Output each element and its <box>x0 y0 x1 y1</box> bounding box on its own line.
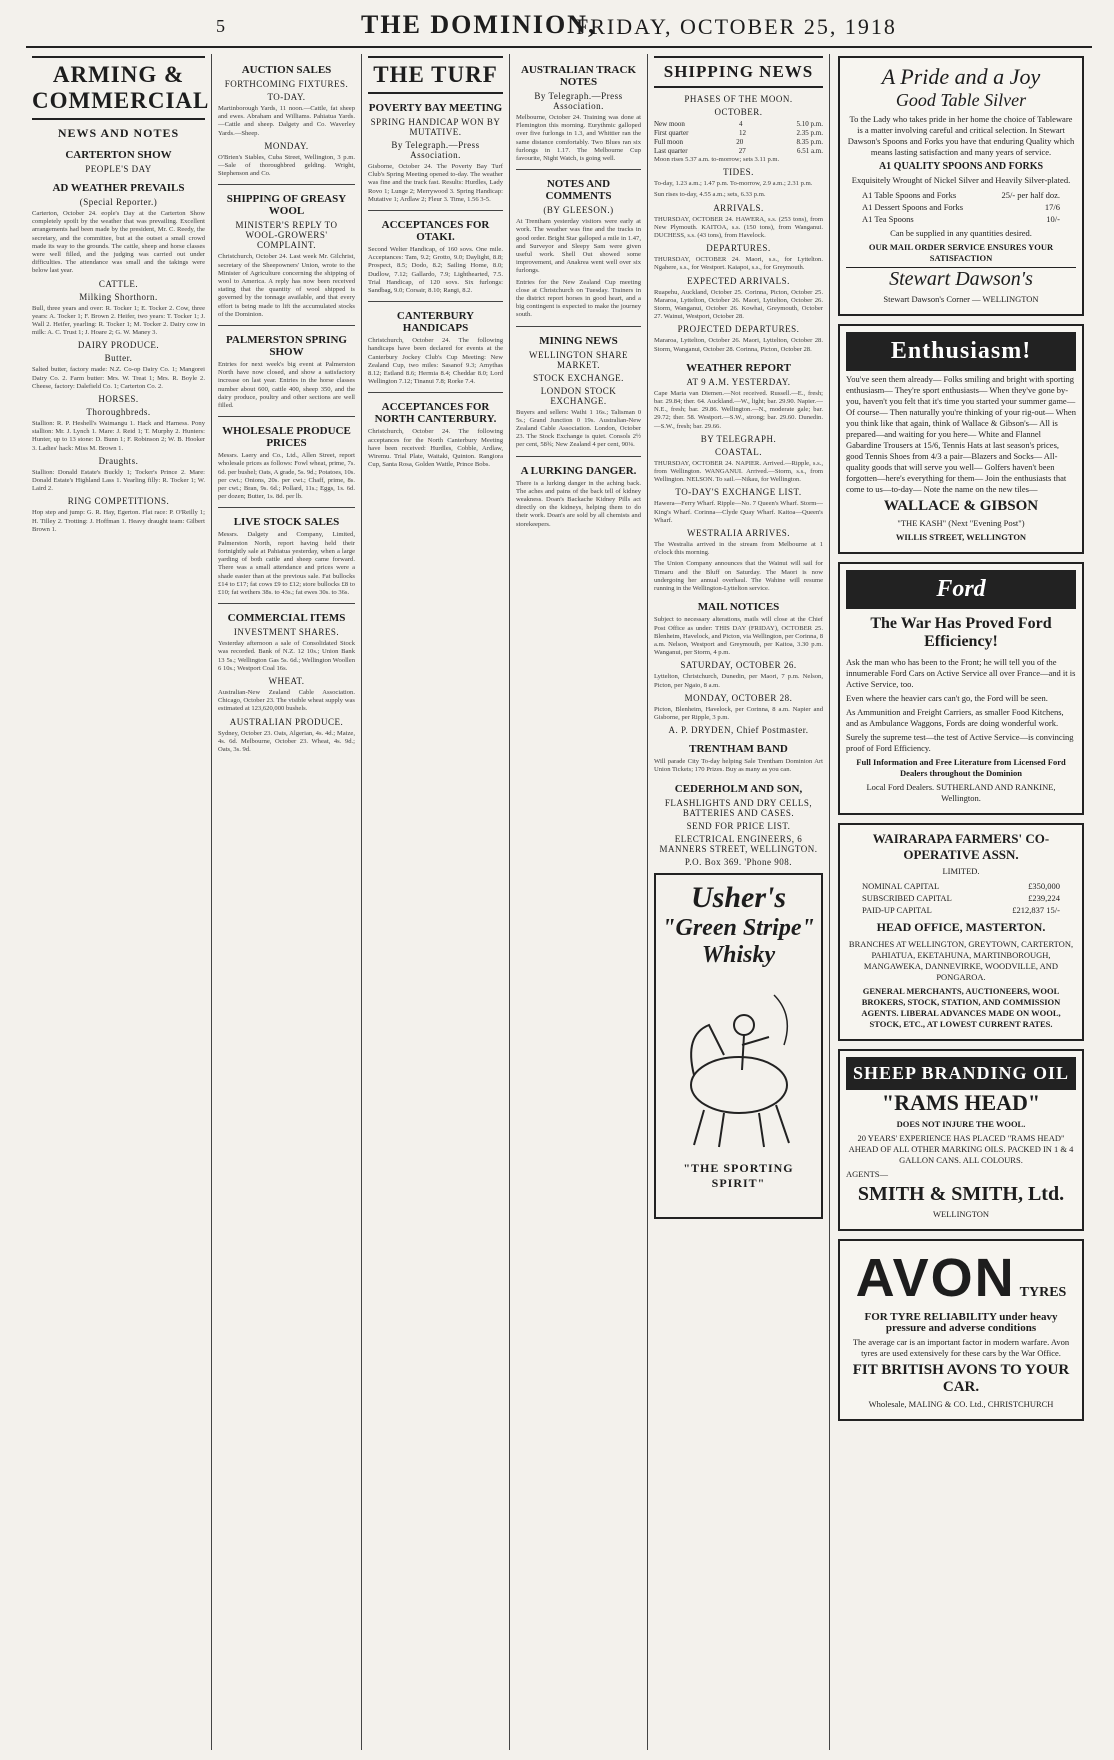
article-text: Lyttelton, Christchurch, Dunedin, per Maori, 7 p.m. Nelson, Picton, per Ngaio, 8 a.m. <box>654 673 823 689</box>
article-text: Moon rises 5.37 a.m. to-morrow; sets 3.11 p.m. <box>654 156 780 163</box>
smith-address: WELLINGTON <box>932 1209 990 1219</box>
article-heading: AUCTION SALES <box>241 64 332 76</box>
wg-subname: "THE KASH" (Next "Evening Post") <box>897 518 1025 528</box>
price-row: A1 Table Spoons and Forks 25/- per half doz. <box>862 190 1060 200</box>
section-heading: ARMING & COMMERCIAL <box>32 56 205 120</box>
divider <box>218 603 355 604</box>
article-subheading: STOCK EXCHANGE. <box>533 372 624 383</box>
article-text: Entries for next week's big event at Palmerston North have now closed, and show a satisfactory increase on last year. Entries in the horse classes number about 600, cattle 400, sheep 350, and the dairy produce, poultry and other sections are well filled. <box>218 361 355 410</box>
article-text: Messrs. Dalgety and Company, Limited, Palmerston North, report having held their fortnightly sale at Pahiatua yesterday, when a large yarding of both cattle and sheep came forward. There was a small attendance and prices were a shade easier than at the previous sale. Fat bullocks £14 to £17; fat cows £9 to £12; store bullocks £8 to £10; fat wethers 38s. to 43s.; fat ewes 30s. to 36s. <box>218 531 355 596</box>
article-text: Buyers and sellers: Waihi 1 16s.; Talisman 0 5s.; Grand Junction 0 19s. Australian-New Zealand Cable Association. London, October 23. The Stock Exchange is quiet. Consols 2½ per cent, 58¾; New Zealand 4 per cent, 90⅛. <box>516 408 641 449</box>
price-row: A1 Dessert Spoons and Forks 17/6 <box>862 202 1060 212</box>
article-subheading: PHASES OF THE MOON. <box>684 94 793 104</box>
article-subheading: WELLINGTON SHARE MARKET. <box>528 349 629 370</box>
article-heading: MINING NEWS <box>539 334 618 347</box>
article-text: Christchurch, October 24. The following handicaps have been declared for events at the Canterbury Jockey Club's Cup Meeting: New Zealand Cup, two miles: Sasanof 9.3; Amythas 8.12; Estland 8.6; Hermia 8.4; Cheddar 8.0; Lord Wellington 7.12; Tinanui 7.8; Rorke 7.4. <box>368 337 503 386</box>
mail-notices <box>654 560 823 866</box>
article-heading: LIVE STOCK SALES <box>233 516 340 529</box>
ford-point: Surely the supreme test—the test of Active Service—is convincing proof of Ford Efficiency. <box>846 732 1074 753</box>
article-subheading: ARRIVALS. <box>713 202 764 213</box>
dawson-quality: A1 QUALITY SPOONS AND FORKS <box>878 161 1044 172</box>
article-heading: POVERTY BAY MEETING <box>368 102 503 114</box>
article-heading: NOTES AND COMMENTS <box>545 178 612 203</box>
masthead <box>26 8 1092 48</box>
rams-head-agents: AGENTS— <box>846 1169 889 1179</box>
divider <box>368 210 503 211</box>
article-heading: PALMERSTON SPRING SHOW <box>226 334 347 359</box>
article-text: Carterton, October 24. eople's Day at the Carterton Show completely spoilt by the weather that was prevailing. Excellent arrangements had been made by the president, Mr. C. Reedy, the secretary, and the committee, but at the outset a small crowd made its way to the grounds. The cattle, sheep and horse classes were well filled, and the judging was carried out under difficulties. The attendance was small and the takings were below last year. <box>32 210 205 275</box>
section-heading: SHIPPING NEWS <box>654 56 823 88</box>
price-list-note: SEND FOR PRICE LIST. <box>686 820 791 831</box>
wg-text: You've seen them already— Folks smiling and bright with sporting enthusiasm— They're sport enthusiasts— When they've gone by-you, haven't you felt that it's time you started your summer game— Of course— Then naturally you're thinking of your rig-out— When you think like that again, think of Wallace & Gibson's— All is prepared—and waiting for you here— White and Flannel Gabardine Trousers at 15/6, Tennis Hats at last season's prices, good Tennis Shoes from 4/3 a pair—Blazers and Socks— All-quality goods that will serve you well— Golfers haven't been forgotten—here's everything for them— Join the enthusiasts that come to us—to-day— Note the name on the new tiles— <box>846 374 1076 494</box>
usher-product: "Green Stripe" <box>662 914 815 941</box>
dawson-brand: Stewart Dawson's <box>846 267 1076 291</box>
divider <box>516 326 641 327</box>
article-text: Sun rises to-day, 4.55 a.m.; sets, 6.33 p.m. <box>654 191 766 199</box>
ford-point: As Ammunition and Freight Carriers, as smaller Food Kitchens, and as Ambulance Waggons, Fords are doing wonderful work. <box>846 707 1064 728</box>
wg-name: WALLACE & GIBSON <box>883 498 1039 514</box>
dawson-text: To the Lady who takes pride in her home the choice of Tableware is a matter involving careful and critical selection. In Stewart Dawson's Spoons and Forks you have that enduring Quality which means lasting satisfaction and many years of service. <box>847 114 1075 157</box>
article-text: Mararoa, Lyttelton, October 26. Maori, Lyttelton, October 28. Storm, Wanganui, October 28. Corinna, Picton, October 28. <box>654 337 823 353</box>
article-subheading: INVESTMENT SHARES. <box>233 627 340 638</box>
moon-row: New moon 4 5.10 p.m. <box>654 120 823 128</box>
article-heading: WHOLESALE PRODUCE PRICES <box>222 425 351 450</box>
usher-kind: Whisky <box>701 941 776 968</box>
usher-slogan: "THE SPORTING SPIRIT" <box>683 1160 794 1190</box>
advertisement-column <box>830 54 1092 1750</box>
class-subheading: Milking Shorthorn. <box>79 291 158 302</box>
ford-logo-banner <box>846 570 1076 609</box>
article-text: Sydney, October 23. Oats, Algerian, 4s. 4d.; Maize, 4s. 6d. Melbourne, October 23. Wheat, 4s. 9d.; Oats, 3s. 9d. <box>218 729 355 753</box>
article-subheading: DEPARTURES. <box>706 243 771 254</box>
auction-column <box>212 54 362 1750</box>
article-text: Yesterday afternoon a sale of Consolidated Stock was recorded. Bank of N.Z. 12 10s.; Union Bank 13 5s.; Wellington Gas 5s. 6d.; Wellington Woollen 6 10s.; Westport Coal 16s. <box>218 640 355 672</box>
article-subheading: EXPECTED ARRIVALS. <box>687 275 790 286</box>
article-text: To-day, 1.23 a.m.; 1.47 p.m. To-morrow, 2.9 a.m.; 2.31 p.m. <box>654 180 813 188</box>
avon-tyres-label: TYRES <box>1019 1285 1067 1300</box>
article-text: At Trentham yesterday visitors were early at work. The weather was fine and the tracks in good order. Bright Star galloped a mile in 1.47, and Surveyor and Sleepy Sam were given useful work. Shell Out showed some improvement, and Anakrea went well over six furlongs. <box>516 218 641 275</box>
byline: (BY GLEESON.) <box>543 205 614 216</box>
article-text: Stallion: R. P. Heshell's Waimangu 1. Hack and Harness. Pony stallion: Mr. J. Lynch 1. Mare: J. Reid 1; T. Murphy 2. Hunters: Hunter, up to 13 stone: D. Bunn 1; F. Robinson 2; W. B. Hooker 3. Ladies' hack: Miss M. Brown 1. <box>32 420 205 452</box>
article-heading: SHIPPING OF GREASY WOOL <box>226 193 347 218</box>
wfca-limited: LIMITED. <box>942 866 980 876</box>
article-subheading: BY TELEGRAPH. <box>700 433 777 444</box>
dawson-service: OUR MAIL ORDER SERVICE ENSURES YOUR SATISFACTION <box>868 242 1054 263</box>
avon-wholesale: Wholesale, MALING & CO. Ltd., CHRISTCHURCH <box>868 1399 1054 1409</box>
article-text: Hop step and jump: G. R. Hay, Egerton. Flat race: P. O'Reilly 1; H. Tilley 2. Trotting: J. Hoffman 1. Heavy draught team: Gilbert Brown 1. <box>32 509 205 533</box>
price-row: A1 Tea Spoons 10/- <box>862 214 1060 224</box>
wfca-branches: BRANCHES AT WELLINGTON, GREYTOWN, CARTERTON, PAHIATUA, EKETAHUNA, MARTINBOROUGH, MANGAWEKA, DANNEVIRKE, WOODVILLE, AND PONGAROA. <box>848 939 1074 982</box>
divider <box>516 169 641 170</box>
article-heading: TRENTHAM BAND <box>689 743 788 756</box>
rams-head-claim: DOES NOT INJURE THE WOOL. <box>896 1119 1026 1129</box>
article-text: THURSDAY, OCTOBER 24. Maori, s.s., for Lyttelton. Ngahere, s.s., for Westport. Kaiapoi, s.s., for Greymouth. <box>654 256 823 272</box>
ford-point: Ask the man who has been to the Front; he will tell you of the innumerable Ford Cars on Active Service all over France—and it is Active Service, too. <box>846 657 1076 689</box>
day-heading: MONDAY, OCTOBER 28. <box>684 692 793 703</box>
class-heading: CATTLE. <box>98 278 139 289</box>
dawson-note: Can be supplied in any quantities desired. <box>890 228 1032 238</box>
horse-rider-illustration <box>664 975 814 1155</box>
avon-logo: AVON <box>855 1248 1016 1308</box>
class-heading: HORSES. <box>98 394 139 405</box>
article-text: Christchurch, October 24. Last week Mr. Gilchrist, secretary of the Sheepowners' Union, wrote to the Minister of Agriculture concerning the shipping of wool to America. A reply has now been received stating that the quantity of wool shipped is governed by the tonnage available, and that every effort is being made to lift the accumulated stocks of the Dominion. <box>218 253 355 318</box>
shipping-column <box>648 54 830 1750</box>
moon-table <box>654 120 823 156</box>
capital-row: SUBSCRIBED CAPITAL £239,224 <box>862 893 1060 903</box>
avon-fit: FIT BRITISH AVONS TO YOUR CAR. <box>852 1362 1070 1395</box>
subheading: NEWS AND NOTES <box>57 126 180 140</box>
usher-whisky-ad <box>654 873 823 1219</box>
divider <box>368 301 503 302</box>
avon-tyres-ad <box>838 1239 1084 1421</box>
article-text: O'Brien's Stables, Cuba Street, Wellington, 3 p.m.—Sale of thoroughbred gelding. Wright, Stephenson and Co. <box>218 153 355 178</box>
advertiser-name: CEDERHOLM AND SON, <box>674 782 803 795</box>
sheep-oil-banner: SHEEP BRANDING OIL <box>846 1057 1076 1090</box>
article-text: There is a lurking danger in the aching back. The aches and pains of the back tell of kidney weakness. Doan's Backache Kidney Pills act directly on the kidneys, helping them to do their work. Doan's are sold by all chemists and storekeepers. <box>516 479 641 528</box>
avon-text: The average car is an important factor in modern warfare. Avon tyres are used extensively for these cars by the War Office. <box>852 1337 1070 1358</box>
article-text: Ruapehu, Auckland, October 25. Corinna, Picton, October 25. Mararoa, Lyttelton, October 26. Maori, Lyttelton, October 26. Storm, Wanganui, October 26. Kowhai, Greymouth, October 27. Wainui, Westport, October 28. <box>654 288 823 321</box>
wg-address: WILLIS STREET, WELLINGTON <box>895 532 1027 542</box>
moon-row: Full moon 20 8.35 p.m. <box>654 138 823 146</box>
ford-literature: Full Information and Free Literature from Licensed Ford Dealers throughout the Dominion <box>856 757 1066 778</box>
issue-date: FRIDAY, OCTOBER 25, 1918 <box>576 14 897 39</box>
article-text: Second Welter Handicap, of 160 sovs. One mile. Acceptances: Tam, 9.2; Grotto, 9.0; Daylight, 8.8; Prospect, 8.5; Dodo, 8.2; Sailing Home, 8.0; Dudlow, 7.12; Gallardo, 7.9; Lighthearted, 7.5. Trial Handicap, of 120 sovs. Six furlongs: Sandbag, 9.0; Corsair, 8.10; Rangi, 8.2. <box>368 246 503 295</box>
article-subheading: AT 9 A.M. YESTERDAY. <box>686 376 791 387</box>
divider <box>516 456 641 457</box>
ford-dealers: Local Ford Dealers. SUTHERLAND AND RANKINE, Wellington. <box>866 782 1056 803</box>
dawson-address: Stewart Dawson's Corner — WELLINGTON <box>883 294 1039 304</box>
byline: (Special Reporter.) <box>79 197 158 207</box>
dawson-headline: A Pride and a Joy <box>881 64 1041 89</box>
postmaster-signature: A. P. DRYDEN, Chief Postmaster. <box>668 725 809 736</box>
moon-row: First quarter 12 2.35 p.m. <box>654 129 823 137</box>
class-heading: RING COMPETITIONS. <box>67 496 170 507</box>
usher-brand: Usher's <box>690 880 787 914</box>
divider <box>218 507 355 508</box>
article-subheading: MINISTER'S REPLY TO WOOL-GROWERS' COMPLAINT. <box>235 220 338 251</box>
article-subheading: TIDES. <box>723 167 754 178</box>
article-subheading: PROJECTED DEPARTURES. <box>677 324 800 335</box>
article-heading: MAIL NOTICES <box>697 601 780 614</box>
smith-name: SMITH & SMITH, Ltd. <box>857 1183 1065 1205</box>
article-subheading: WESTRALIA ARRIVES. <box>686 528 790 539</box>
divider <box>218 416 355 417</box>
rams-head-name: "RAMS HEAD" <box>881 1090 1041 1115</box>
article-text: Subject to necessary alterations, mails will close at the Chief Post Office as under: THIS DAY (FRIDAY), OCTOBER 25. Blenheim, Havelock, and Picton, via Wellington, per Corinna, 8 a.m. Nelson, Westport and Greymouth, per Kaitoa, 3.30 p.m. Wanganui, per Storm, 4 p.m. <box>654 616 823 657</box>
article-text: Messrs. Laery and Co., Ltd., Allen Street, report wholesale prices as follows: Fowl wheat, prime, 7s. 6d. per bushel; Oats, A grade, 5s. 9d.; Potatoes, 10s. per cwt.; Onions, 20s. per cwt.; Chaff, prime, 8s. per cwt.; Bran, 9s. 6d.; Pollard, 11s.; Eggs, 1s. 6d. per dozen; Butter, 1s. 8d. per lb. <box>218 452 355 501</box>
article-heading: ACCEPTANCES FOR NORTH CANTERBURY. <box>374 401 497 426</box>
class-subheading: Thoroughbreds. <box>86 407 151 418</box>
newspaper-title: THE DOMINION, <box>361 10 597 39</box>
wfca-head-office: HEAD OFFICE, MASTERTON. <box>876 920 1046 934</box>
article-heading: AD WEATHER PREVAILS <box>52 182 185 194</box>
byline: By Telegraph.—Press Association. <box>391 140 480 160</box>
class-heading: DAIRY PRODUCE. <box>77 340 160 351</box>
ford-ad <box>838 562 1084 815</box>
day-heading: SATURDAY, OCTOBER 26. <box>680 660 797 671</box>
article-heading: WEATHER REPORT <box>686 361 791 374</box>
article-text: Melbourne, October 24. Training was done at Flemington this morning. Eurythmic galloped over five furlongs in 1.3, and Whittier ran the same distance comfortably. Two Blues ran six furlongs in 1.17. The Melbourne Cup favourite, Night Watch, is going well. <box>516 114 641 163</box>
wairarapa-farmers-ad <box>838 823 1084 1041</box>
enthusiasm-banner: Enthusiasm! <box>846 332 1076 371</box>
article-heading: CANTERBURY HANDICAPS <box>396 310 475 335</box>
product-list: FLASHLIGHTS AND DRY CELLS, BATTERIES AND CASES. <box>664 797 813 818</box>
divider <box>368 392 503 393</box>
article-subheading: PEOPLE'S DAY <box>85 164 152 174</box>
article-text: The Union Company announces that the Wainui will sail for Timaru and the Bluff on Saturday. The Maori is now undergoing her annual overhaul. The Wahine will resume running in the Wellington-Lyttelton service. <box>654 560 823 593</box>
article-subheading: LONDON STOCK EXCHANGE. <box>540 385 617 406</box>
farming-column <box>26 54 212 1750</box>
article-text: Australian-New Zealand Cable Association. Chicago, October 23. The visible wheat supply was estimated at 123,620,000 bushels. <box>218 688 355 713</box>
article-heading: COMMERCIAL ITEMS <box>227 612 346 625</box>
article-text: Entries for the New Zealand Cup meeting close at Christchurch on Tuesday. Trainers in the district report horses in good heart, and a big contingent is expected to make the journey south. <box>516 278 641 319</box>
class-subheading: Butter. <box>104 353 133 364</box>
article-subheading: SPRING HANDICAP WON BY MUTATIVE. <box>370 117 501 137</box>
turf-column <box>362 54 510 1750</box>
article-heading: AUSTRALIAN TRACK NOTES <box>520 64 636 88</box>
class-subheading: Draughts. <box>98 455 139 466</box>
day-heading: TO-DAY. <box>267 92 306 102</box>
divider <box>218 184 355 185</box>
article-subheading: COASTAL. <box>714 446 763 457</box>
article-text: Bull, three years and over: R. Tocker 1; E. Tocker 2. Cow, three years: A. Tocker 1; F. Brown 2. Heifer, two years: T. Tocker 1; J. Wall 2. Heifer, yearling: R. Tocker 1; M. Tocker 2. Dairy cow in milk: A. C. Trust 1; J. Hoare 2; G. W. Maney 3. <box>32 304 205 337</box>
capital-row: PAID-UP CAPITAL £212,837 15/- <box>862 905 1060 915</box>
article-heading: ACCEPTANCES FOR OTAKI. <box>381 219 490 244</box>
month-label: OCTOBER. <box>714 107 763 117</box>
byline: By Telegraph.—Press Association. <box>534 91 623 111</box>
article-text: Salted butter, factory made: N.Z. Co-op Dairy Co. 1; Mangorei Dairy Co. 2. Farm butter: Mrs. W. Treat 1; Mrs. R. Boyle 2. Cheese, factory: Dalefield Co. 1; Carterton Co. 2. <box>32 366 205 390</box>
ford-point: Even where the heavier cars can't go, the Ford will be seen. <box>846 693 1048 703</box>
advertiser-address: ELECTRICAL ENGINEERS, 6 MANNERS STREET, WELLINGTON. <box>659 833 818 854</box>
page-number: 5 <box>216 16 225 36</box>
dawson-subheadline: Good Table Silver <box>895 90 1027 110</box>
article-text: Martinborough Yards, 11 noon.—Cattle, fat sheep and ewes. Abraham and Williams. Pahiatua Yards.—Cattle and sheep. Dalgety and Co. Waverley Yards.—Sheep. <box>218 105 355 137</box>
article-text: THURSDAY, OCTOBER 24. NAPIER. Arrived.—Ripple, s.s., from Wellington. WANGANUI. Arrived.—Storm, s.s., from Wellington. NELSON. To sail.—Nikau, for Wellington. <box>654 459 823 484</box>
wfca-merchants: GENERAL MERCHANTS, AUCTIONEERS, WOOL BROKERS, STOCK, STATION, AND COMMISSION AGENTS. LIBERAL ADVANCES MADE ON WOOL, STOCK, ETC., AT LOWEST CURRENT RATES. <box>861 986 1061 1029</box>
section-heading: THE TURF <box>368 56 503 94</box>
article-text: Hawera—Ferry Wharf. Ripple—No. 7 Queen's Wharf. Storm—King's Wharf. Corinna—Clyde Quay Wharf. Kaitoa—Queen's Wharf. <box>654 500 823 524</box>
wfca-name: WAIRARAPA FARMERS' CO-OPERATIVE ASSN. <box>872 831 1050 862</box>
article-heading: CARTERTON SHOW <box>65 149 172 161</box>
day-heading: MONDAY. <box>264 140 309 151</box>
avon-tagline: FOR TYRE RELIABILITY under heavy pressure and adverse conditions <box>864 1311 1058 1334</box>
article-text: THURSDAY, OCTOBER 24. HAWERA, s.s. (253 tons), from New Plymouth. KAITOA, s.s. (150 tons), from Wanganui. DUCHESS, s.s. (43 tons), from Havelock. <box>654 215 823 240</box>
ford-headline: The War Has Proved Ford Efficiency! <box>870 615 1052 650</box>
wallace-gibson-ad <box>838 324 1084 554</box>
article-text: The Westralia arrived in the stream from Melbourne at 1 o'clock this morning. <box>654 541 823 557</box>
article-subheading: AUSTRALIAN PRODUCE. <box>229 716 344 727</box>
article-text: Gisborne, October 24. The Poverty Bay Turf Club's Spring Meeting opened to-day. The weather was fine and the track fast. Results: Hurdles, Lady Rovo 1; Lunge 2; Merrywood 3. Spring Handicap: Mutative 1; Ardlaw 2; Fleur 3. Time, 1.56 3-5. <box>368 163 503 203</box>
stewart-dawson-ad <box>838 56 1084 316</box>
article-text: Will parade City To-day helping Sale Trentham Dominion Art Union Tickets; 170 Prizes. Buy as many as you can. <box>654 758 823 774</box>
contact-line: P.O. Box 369. 'Phone 908. <box>684 856 793 867</box>
divider <box>218 325 355 326</box>
article-subheading: WHEAT. <box>268 675 305 686</box>
moon-row: Last quarter 27 6.51 a.m. <box>654 147 823 155</box>
article-text: Cape Maria van Diemen.—Not received. Russell.—E., fresh; bar. 29.84; ther. 64. Auckland.—W., light; bar. 29.90. Napier.—N.E., fresh; bar. 29.86. Wellington.—N., moderate gale; bar. 29.72; ther. 58. Westport.—S.W., strong; bar. 29.60. Dunedin.—S.W., fresh; bar. 29.66. <box>654 389 823 430</box>
capital-row: NOMINAL CAPITAL £350,000 <box>862 881 1060 891</box>
article-subheading: TO-DAY'S EXCHANGE LIST. <box>675 487 802 498</box>
rams-head-ad <box>838 1049 1084 1231</box>
article-subheading: FORTHCOMING FIXTURES. <box>224 79 349 89</box>
article-text: Stallion: Donald Estate's Buckly 1; Tocker's Prince 2. Mare: Donald Estate's Highland Lass 1. Yearling filly: R. Tocker 1; W. Laird 2. <box>32 468 205 493</box>
article-heading: A LURKING DANGER. <box>520 464 637 477</box>
ford-logo: Ford <box>936 576 986 602</box>
article-text: Picton, Blenheim, Havelock, per Corinna, 8 a.m. Napier and Gisborne, per Ripple, 3 p.m. <box>654 705 823 721</box>
article-text: Christchurch, October 24. The following acceptances for the North Canterbury Meeting have been received: Hurdles, Cobble, Ardlaw, Wiremu. Trial Plate, Waitaki, Quinton. Rangiora Cup, Santa Rosa, Golden Wattle, Prince Bobs. <box>368 428 503 469</box>
rams-head-text: 20 YEARS' EXPERIENCE HAS PLACED "RAMS HEAD" AHEAD OF ALL OTHER MARKING OILS. PACKED IN 1 & 4 GALLON CANS. ALL COLOURS. <box>848 1133 1074 1165</box>
notes-column <box>510 54 648 1750</box>
dawson-quality-note: Exquisitely Wrought of Nickel Silver and Heavily Silver-plated. <box>851 175 1071 185</box>
